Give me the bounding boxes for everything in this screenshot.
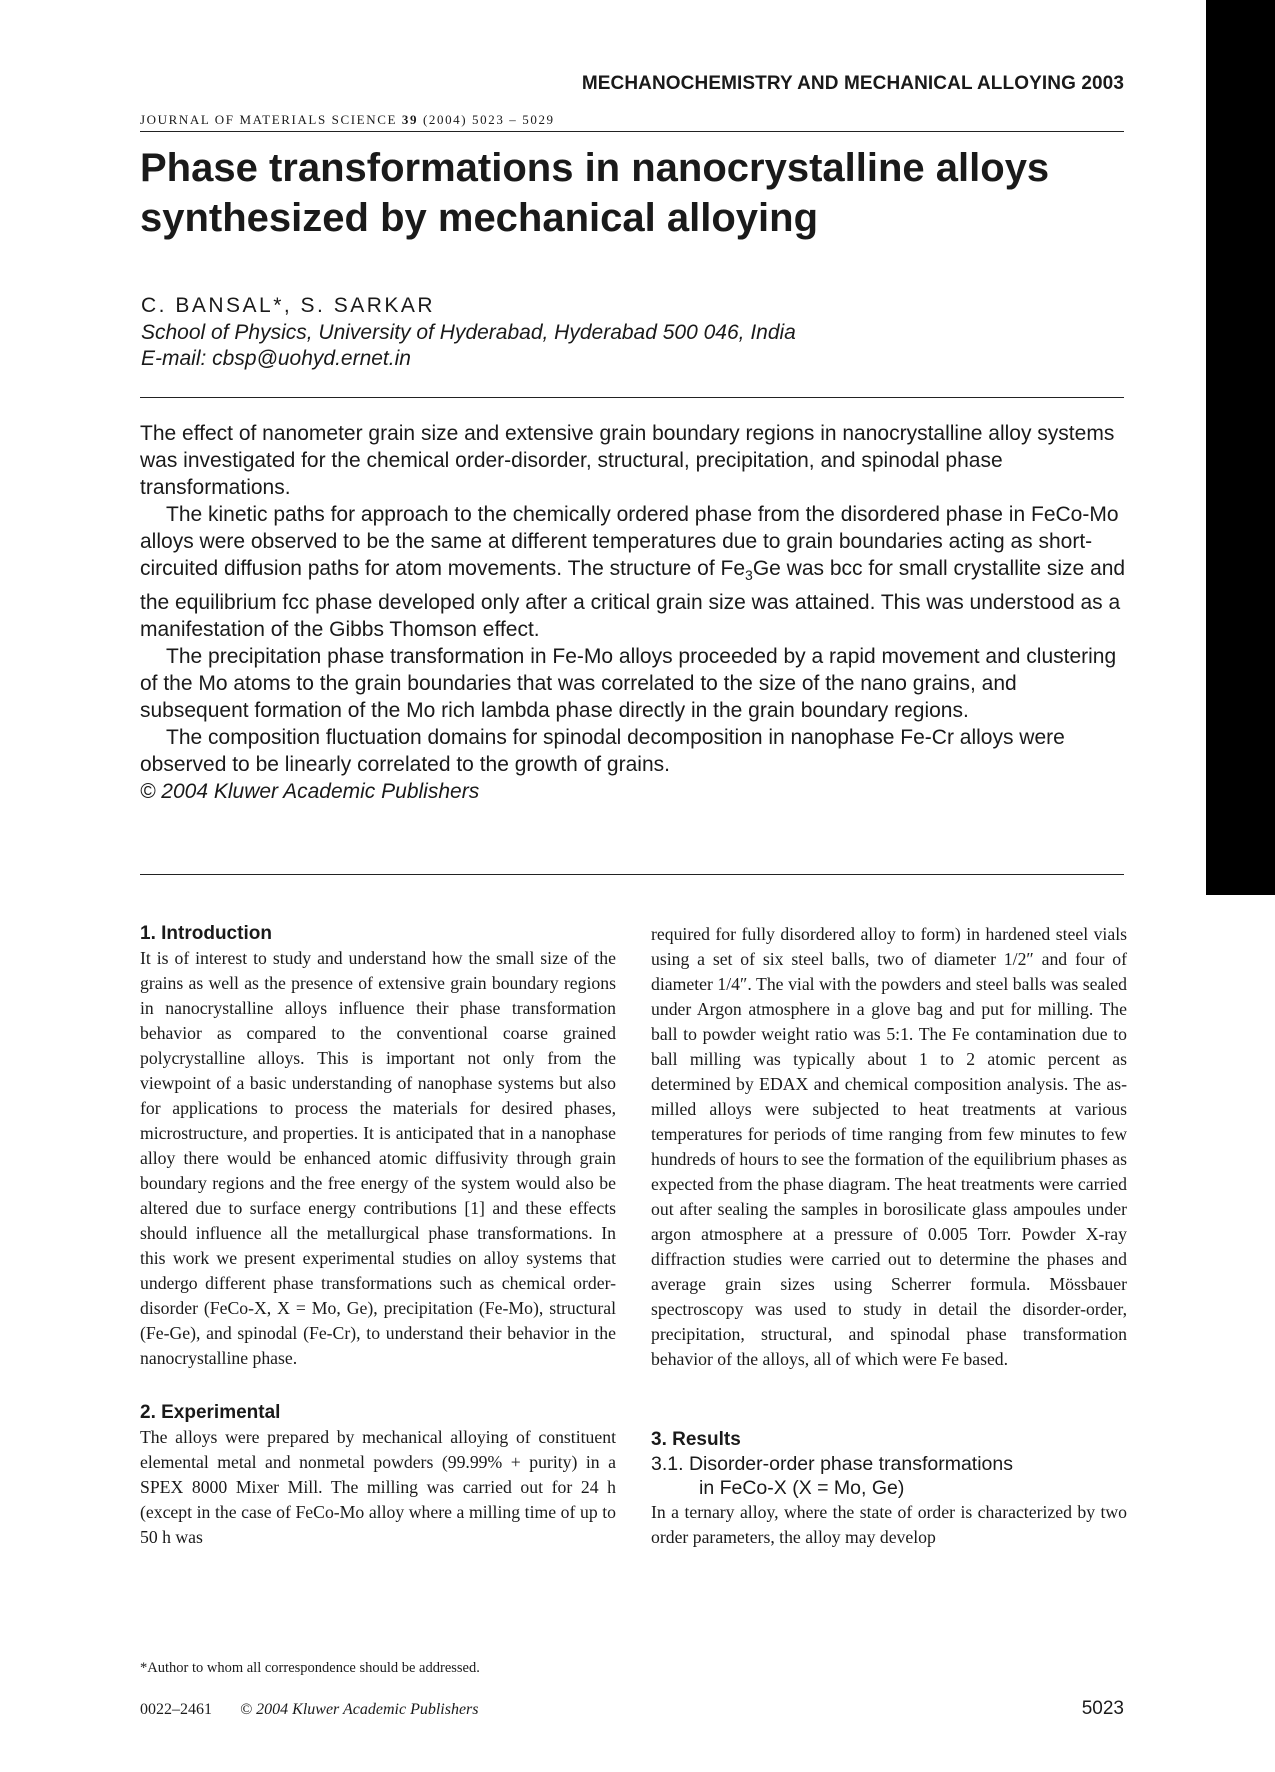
header-rule xyxy=(140,131,1124,132)
section-heading: 1. Introduction xyxy=(140,923,272,944)
body-paragraph: It is of interest to study and understand how the small size of the grains as well as the presence of extensive grain boundary regions in nanocrystalline alloys influence their phase transformation behavior as compared to the conventional coarse grained polycrystalline alloys. This is important not only from the viewpoint of a basic understanding of nanophase systems but also for applications to process the materials for desired phases, microstructure, and properties. It is anticipated that in a nanophase alloy there would be enhanced atomic diffusivity through grain boundary regions and the free energy of the system would also be altered due to surface energy contributions [1] and these effects should influence all the metallurgical phase transformations. In this work we present experimental studies on alloy systems that undergo different phase transformations such as chemical order-disorder (FeCo-X, X = Mo, Ge), precipitation (Fe-Mo), structural (Fe-Ge), and spinodal (Fe-Cr), to understand their behavior in the nanocrystalline phase. xyxy=(140,948,616,1368)
abstract-paragraph: The effect of nanometer grain size and extensive grain boundary regions in nanocrystalline alloy systems was investigated for the chemical order-disorder, structural, precipitation, and spinodal phase transformations. xyxy=(140,422,1115,499)
left-column xyxy=(140,922,616,1550)
abstract-paragraph: The composition fluctuation domains for spinodal decomposition in nanophase Fe-Cr alloys were observed to be linearly correlated to the growth of grains. xyxy=(140,726,1065,777)
body-paragraph: In a ternary alloy, where the state of order is characterized by two order parameters, the alloy may develop xyxy=(651,1502,1127,1547)
section-heading: 2. Experimental xyxy=(140,1402,281,1423)
footnote: *Author to whom all correspondence should be addressed. xyxy=(140,1660,480,1676)
abstract xyxy=(140,420,1130,805)
body-paragraph: The alloys were prepared by mechanical alloying of constituent elemental metal and nonmetal powders (99.99% + purity) in a SPEX 8000 Mixer Mill. The milling was carried out for 24 h (except in the case of FeCo-Mo alloy where a milling time of up to 50 h was xyxy=(140,1427,616,1547)
body-paragraph: required for fully disordered alloy to form) in hardened steel vials using a set of six steel balls, two of diameter 1/2″ and four of diameter 1/4″. The vial with the powders and steel balls was sealed under Argon atmosphere in a glove bag and put for milling. The ball to powder weight ratio was 5:1. The Fe contamination due to ball milling was typically about 1 to 2 atomic percent as determined by EDAX and chemical composition analysis. The as-milled alloys were subjected to heat treatments at various temperatures for periods of time ranging from few minutes to few hundreds of hours to see the formation of the equilibrium phases as expected from the phase diagram. The heat treatments were carried out after sealing the samples in borosilicate glass ampoules under argon atmosphere at a pressure of 0.005 Torr. Powder X-ray diffraction studies were carried out to determine the phases and average grain sizes using Scherrer formula. Mössbauer spectroscopy was used to study in detail the disorder-order, precipitation, structural, and spinodal phase transformation behavior of the alloys, all of which were Fe based. xyxy=(651,924,1127,1369)
abstract-rule-top xyxy=(140,397,1124,398)
page-number: 5023 xyxy=(1081,1698,1124,1719)
page-edge-tab xyxy=(1206,0,1275,895)
affiliation: School of Physics, University of Hyderabad, Hyderabad 500 046, India xyxy=(141,321,796,344)
authors: C. BANSAL*, S. SARKAR xyxy=(141,294,436,317)
footer-copyright: © 2004 Kluwer Academic Publishers xyxy=(240,1701,479,1718)
abstract-paragraph: The precipitation phase transformation in Fe-Mo alloys proceeded by a rapid movement and clustering of the Mo atoms to the grain boundaries that was correlated to the size of the nano grains, and subsequent formation of the Mo rich lambda phase directly in the grain boundary regions. xyxy=(140,645,1117,723)
abstract-copyright: © 2004 Kluwer Academic Publishers xyxy=(140,780,480,804)
paper-title: Phase transformations in nanocrystalline alloys synthesized by mechanical alloying xyxy=(140,146,1050,240)
email: E-mail: cbsp@uohyd.ernet.in xyxy=(141,347,411,370)
journal-volume: 39 xyxy=(401,112,419,127)
footer-issn: 0022–2461 xyxy=(140,1701,212,1718)
journal-name: JOURNAL OF MATERIALS SCIENCE xyxy=(140,112,398,127)
subsection-heading: 3.1. Disorder-order phase transformations in FeCo-X (X = Mo, Ge) xyxy=(651,1453,1013,1499)
journal-citation xyxy=(140,112,555,128)
series-header: MECHANOCHEMISTRY AND MECHANICAL ALLOYING 2003 xyxy=(581,73,1124,94)
abstract-paragraph: The kinetic paths for approach to the chemically ordered phase from the disordered phase in FeCo-Mo alloys were observed to be the same at different temperatures due to grain boundaries acting as short-circuited diffusion paths for atom movements. The structure of $Fe_3Ge$ was bcc for small crystallite size and the equilibrium fcc phase developed only after a critical grain size was attained. This was understood as a manifestation of the Gibbs Thomson effect. xyxy=(140,503,1126,642)
abstract-rule-bottom xyxy=(140,874,1124,875)
journal-year-pages: (2004) 5023 – 5029 xyxy=(422,112,555,127)
right-column xyxy=(651,922,1127,1550)
section-heading: 3. Results xyxy=(651,1429,741,1450)
